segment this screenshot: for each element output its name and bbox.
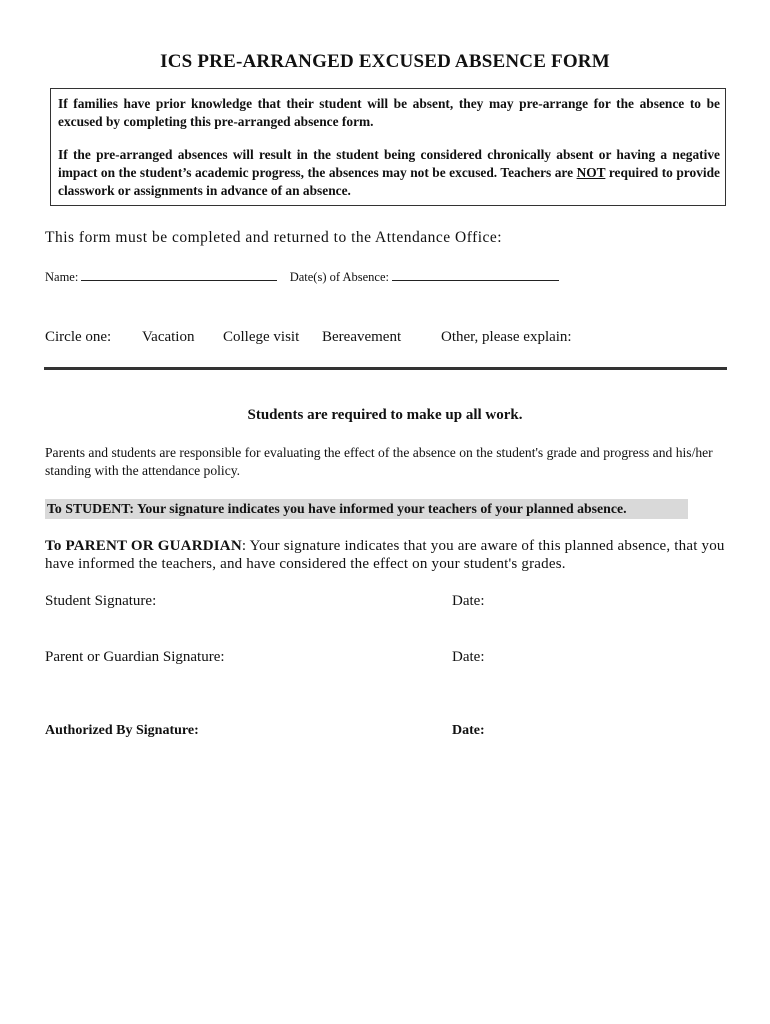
responsibility-text: Parents and students are responsible for evaluating the effect of the absence on the student's grade and progress and his/her standing with the attendance policy. <box>45 445 713 478</box>
name-date-row <box>45 269 559 285</box>
parent-note-text: : Your signature indicates that you are aware of this planned absence, that you have informed the teachers, and have considered the effect on your student's grades. <box>45 538 725 572</box>
notice-box <box>50 88 726 206</box>
parent-date-label[interactable]: Date: <box>452 649 485 665</box>
student-date-label[interactable]: Date: <box>452 593 485 609</box>
dates-of-absence-field[interactable] <box>392 269 559 281</box>
parent-note-label: To PARENT OR GUARDIAN <box>45 538 242 554</box>
authorized-signature-label[interactable]: Authorized By Signature: <box>45 723 199 738</box>
option-bereavement[interactable]: Bereavement <box>322 329 402 345</box>
option-vacation[interactable]: Vacation <box>142 329 195 345</box>
name-field[interactable] <box>81 269 277 281</box>
student-signature-label[interactable]: Student Signature: <box>45 593 157 609</box>
notice-paragraph-2 <box>58 146 720 200</box>
notice-paragraph-2-part-2: required to provide classwork or assignments in advance of an absence. <box>58 165 721 198</box>
circle-one-label: Circle one: <box>45 329 112 345</box>
notice-not-emphasis: NOT <box>576 165 606 180</box>
option-college-visit[interactable]: College visit <box>223 329 300 345</box>
make-up-work-heading: Students are required to make up all work. <box>247 407 523 423</box>
instruction-text: This form must be completed and returned to the Attendance Office: <box>45 229 503 246</box>
parent-note <box>45 537 735 573</box>
dates-of-absence-label: Date(s) of Absence: <box>289 270 389 284</box>
notice-paragraph-1: If families have prior knowledge that their student will be absent, they may pre-arrange for the absence to be excused by completing this pre-arranged absence form. <box>58 96 720 129</box>
student-note: To STUDENT: Your signature indicates you have informed your teachers of your planned absence. <box>45 499 688 519</box>
section-divider <box>44 367 727 370</box>
option-other[interactable]: Other, please explain: <box>441 329 572 345</box>
authorized-date-label[interactable]: Date: <box>452 723 485 738</box>
name-label: Name: <box>45 270 79 284</box>
form-title: ICS PRE-ARRANGED EXCUSED ABSENCE FORM <box>160 51 610 72</box>
notice-paragraph-2-part-1: If the pre-arranged absences will result in the student being considered chronically absent or having a negative impact on the student’s academic progress, the absences may not be excused. Teachers are <box>58 147 720 180</box>
parent-signature-label[interactable]: Parent or Guardian Signature: <box>45 649 225 665</box>
